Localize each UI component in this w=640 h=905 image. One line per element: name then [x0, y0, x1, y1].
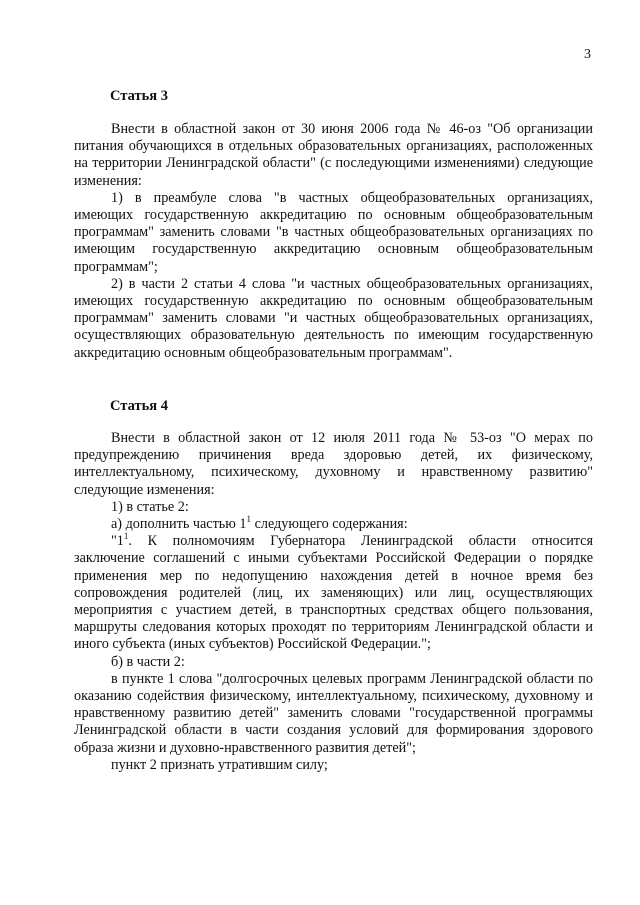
- page-number: 3: [584, 47, 591, 62]
- subitem-a-text-end: следующего содержания:: [251, 516, 408, 533]
- article-3-body: [74, 121, 593, 362]
- article-3-item-1: 1) в преамбуле слова "в частных общеобразовательных организациях, имеющих государственную аккредитацию по основным общеобразовательным программам" заменить словами "в частных общеобразовательных организациях по имеющим государственную аккредитацию основным общеобразовательным программам";: [74, 189, 593, 275]
- article-4-point-2-change: пункт 2 признать утратившим силу;: [111, 756, 328, 773]
- article-4-subitem-b: б) в части 2:: [111, 653, 185, 670]
- new-part-text-end: . К полномочиям Губернатора Ленинградской области относится заключение соглашений с иными субъектами Российской Федерации о порядке применения мер по недопущению нахождения детей в ночное время без сопровождения родителей (лиц, их заменяющих) или лиц, осуществляющих мероприятия с участием детей, в транспортных средствах общего пользования, маршруты следования которых проходят по территориям Ленинградской области и иного субъекта (иных субъектов) Российской Федерации.";: [74, 533, 593, 653]
- article-4-new-part: [74, 533, 593, 653]
- article-4-body: [74, 430, 593, 774]
- article-3-paragraph-intro: Внести в областной закон от 30 июня 2006 года № 46-оз "Об организации питания обучающихся в отдельных образовательных организациях, расположенных на территории Ленинградской области" (с последующими изменениями) следующие изменения:: [74, 121, 593, 189]
- article-4-subitem-a: [74, 516, 593, 533]
- article-3-heading: Статья 3: [110, 88, 168, 104]
- article-4-item-1: 1) в статье 2:: [111, 498, 189, 515]
- subitem-a-superscript: 1: [246, 514, 252, 525]
- article-4-heading: Статья 4: [110, 398, 168, 414]
- article-4-point-1-change: в пункте 1 слова "долгосрочных целевых программ Ленинградской области по оказанию содействия физическому, интеллектуальному, психическому, духовному и нравственному развитию детей" заменить словами "государственной программы Ленинградской области в части создания условий для формирования здорового образа жизни и духовно-нравственного развития детей";: [74, 670, 593, 756]
- article-4-paragraph-intro: Внести в областной закон от 12 июля 2011 года № 53-оз "О мерах по предупреждению причинения вреда здоровью детей, их физическому, интеллектуальному, психическому, духовному и нравственному развитию" следующие изменения:: [74, 430, 593, 498]
- subitem-a-text-start: а) дополнить частью 1: [111, 516, 247, 533]
- new-part-superscript: 1: [123, 531, 129, 542]
- article-3-item-2: 2) в части 2 статьи 4 слова "и частных общеобразовательных организациях, имеющих государственную аккредитацию по основным общеобразовательным программам" заменить словами "и частных общеобразовательных организациях, осуществляющих образовательную деятельность по имеющим государственную аккредитацию основным общеобразовательным программам".: [74, 275, 593, 361]
- new-part-text-start: "1: [111, 533, 124, 550]
